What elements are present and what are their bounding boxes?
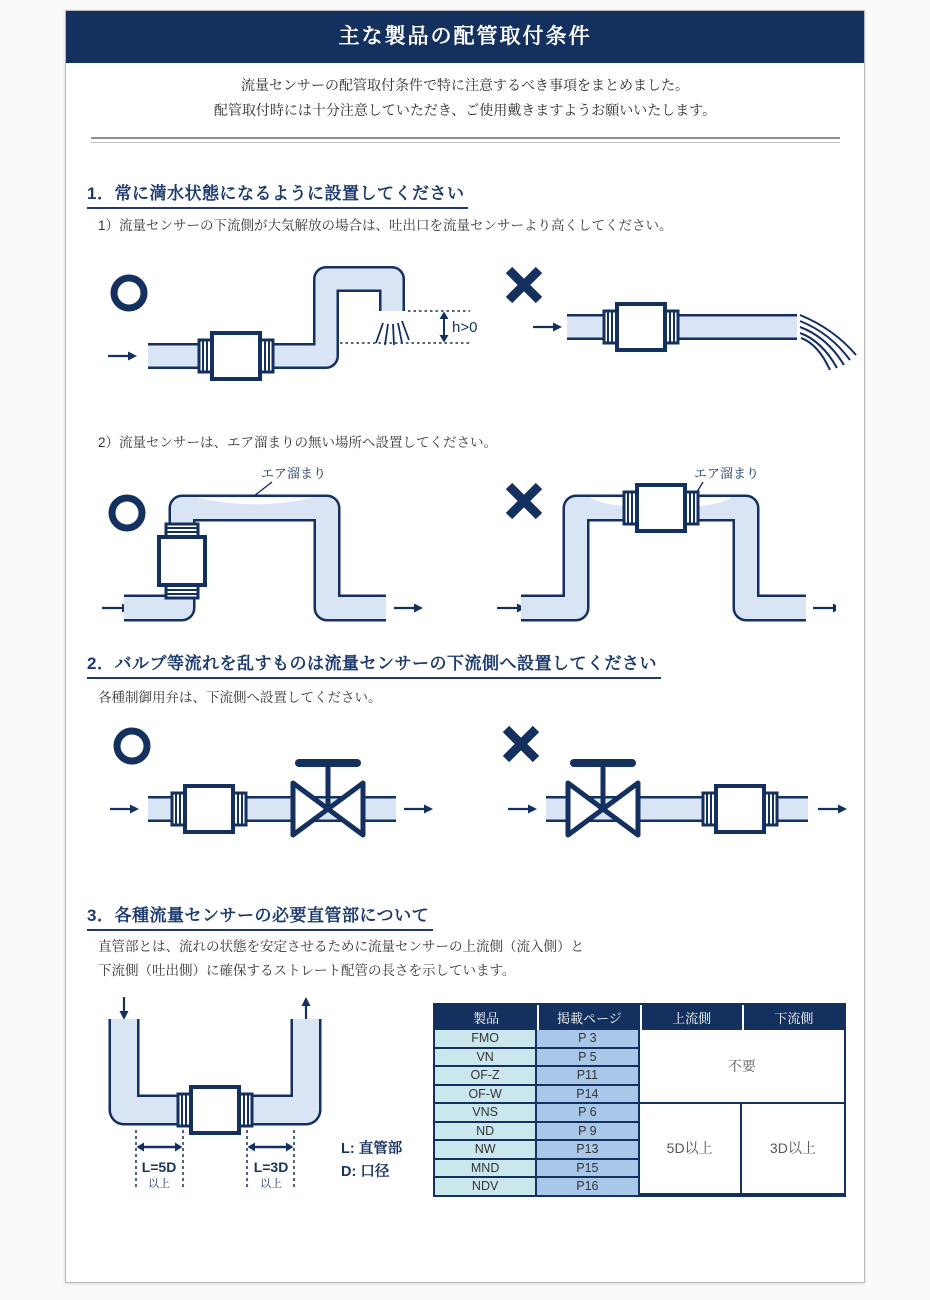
correct-mark-icon (112, 498, 142, 528)
product-cell: OF-Z (435, 1067, 537, 1086)
page-cell: P 3 (537, 1030, 639, 1049)
diagram-bad-valve-upstream (488, 713, 888, 871)
flow-sensor (199, 333, 273, 379)
dimension-arrow-upstream (137, 1143, 183, 1152)
wrong-mark-icon (509, 486, 539, 516)
legend-d: D: 口径 (341, 1164, 390, 1180)
section1-item2: 2）流量センサーは、エア溜まりの無い場所へ設置してください。 (98, 435, 498, 450)
merged-cell-downstream: 3D以上 (742, 1104, 844, 1195)
section3-body-line2: 下流側（吐出側）に確保するストレート配管の長さを示しています。 (98, 963, 516, 978)
flow-arrow-icon (533, 323, 562, 332)
water-spray-icon (376, 321, 409, 345)
label-leader-line (254, 482, 272, 496)
flow-sensor (172, 786, 246, 832)
page-cell: P14 (537, 1086, 639, 1105)
flow-sensor (604, 304, 678, 350)
flow-arrow-icon (813, 604, 836, 613)
product-cell: FMO (435, 1030, 537, 1049)
section1-heading: 1．常に満水状態になるように設置してください (87, 179, 468, 209)
intro-line-1: 流量センサーの配管取付条件で特に注意するべき事項をまとめました。 (241, 77, 689, 93)
height-dimension-arrow (440, 312, 449, 343)
correct-mark-icon (117, 731, 147, 761)
table-row (435, 1104, 844, 1123)
separator-rule (91, 137, 840, 143)
flow-down-arrow-icon (120, 997, 129, 1020)
product-cell: VNS (435, 1104, 537, 1123)
dim-downstream-min-label: 以上 (260, 1178, 282, 1190)
section3-body (98, 935, 584, 983)
col-header-downstream: 下流側 (742, 1005, 844, 1030)
page-cell: P 9 (537, 1123, 639, 1142)
flow-sensor (178, 1087, 252, 1133)
water-pour-icon (800, 315, 856, 370)
table-header-row (435, 1005, 844, 1030)
product-cell: MND (435, 1160, 537, 1179)
air-pocket-label: エア溜まり (261, 466, 327, 481)
table-row (435, 1030, 844, 1049)
flow-sensor (703, 786, 777, 832)
section3-body-line1: 直管部とは、流れの状態を安定させるために流量センサーの上流側（流入側）と (98, 939, 584, 954)
correct-mark-icon (114, 278, 144, 308)
dim-upstream-label: L=5D (141, 1159, 177, 1175)
dimension-arrow-downstream (248, 1143, 294, 1152)
diagram-good-air-pocket (94, 461, 439, 646)
section3-heading: 3．各種流量センサーの必要直管部について (87, 901, 433, 931)
flow-arrow-icon (818, 805, 847, 814)
merged-cell-not-required: 不要 (640, 1030, 845, 1104)
product-cell: NW (435, 1141, 537, 1160)
product-cell: OF-W (435, 1086, 537, 1105)
flow-arrow-icon (108, 352, 137, 361)
section2-body: 各種制御用弁は、下流側へ設置してください。 (98, 690, 382, 705)
diagram-bad-air-pocket (491, 461, 836, 646)
product-cell: VN (435, 1049, 537, 1068)
product-cell: ND (435, 1123, 537, 1142)
col-header-page: 掲載ページ (537, 1005, 639, 1030)
air-pocket-label: エア溜まり (694, 466, 760, 481)
flow-sensor (624, 485, 698, 531)
product-cell: NDV (435, 1178, 537, 1195)
merged-cell-upstream: 5D以上 (640, 1104, 742, 1195)
intro-text (66, 73, 864, 123)
page-cell: P 5 (537, 1049, 639, 1068)
height-label: h>0 (452, 319, 478, 336)
page-title: 主な製品の配管取付条件 (66, 11, 864, 63)
col-header-product: 製品 (435, 1005, 537, 1030)
diagram-good-raised-outlet (96, 249, 481, 417)
wrong-mark-icon (506, 729, 536, 759)
flow-arrow-icon (404, 805, 433, 814)
section1-item1: 1）流量センサーの下流側が大気解放の場合は、吐出口を流量センサーより高くしてください。 (98, 218, 673, 233)
document-page (65, 10, 865, 1283)
page-cell: P13 (537, 1141, 639, 1160)
straight-run-spec-table (433, 1003, 846, 1197)
page-cell: P15 (537, 1160, 639, 1179)
col-header-upstream: 上流側 (640, 1005, 742, 1030)
valve-icon (568, 763, 638, 835)
flow-arrow-icon (110, 805, 139, 814)
legend-l: L: 直管部 (341, 1141, 403, 1157)
diagram-straight-run (91, 997, 431, 1212)
page-cell: P16 (537, 1178, 639, 1195)
section2-heading: 2．バルブ等流れを乱すものは流量センサーの下流側へ設置してください (87, 649, 661, 679)
page-cell: P11 (537, 1067, 639, 1086)
flow-arrow-icon (508, 805, 537, 814)
page-cell: P 6 (537, 1104, 639, 1123)
valve-icon (293, 763, 363, 835)
diagram-bad-open-outlet (491, 245, 876, 417)
dim-upstream-min-label: 以上 (148, 1178, 170, 1190)
dim-downstream-label: L=3D (253, 1159, 289, 1175)
diagram-good-valve-downstream (96, 713, 494, 871)
wrong-mark-icon (509, 270, 539, 300)
intro-line-2: 配管取付時には十分注意していただき、ご使用戴きますようお願いいたします。 (213, 102, 717, 118)
flow-arrow-icon (394, 604, 423, 613)
flow-sensor (159, 524, 205, 598)
